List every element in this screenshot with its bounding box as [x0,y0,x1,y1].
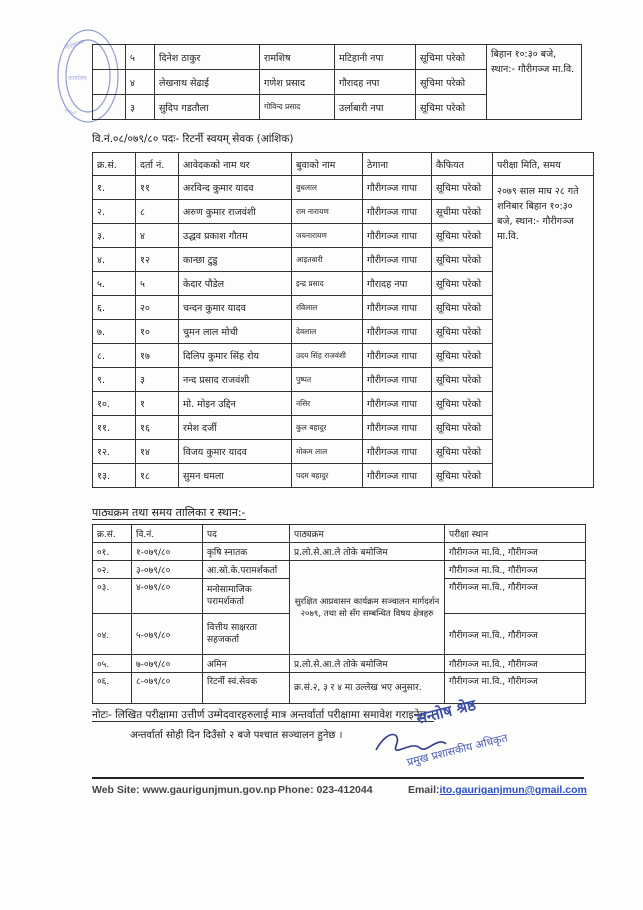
cell-roll: १४ [136,440,179,464]
cell-post: मनोसामाजिक परामर्शकर्ता [203,579,290,614]
cell-post: वित्तीय साक्षरता सहजकर्ता [203,614,290,655]
cell-address: मटिहानी नपा [335,45,416,70]
cell-course: प्र.लो.से.आ.ले तोके बमोजिम [290,543,445,561]
header-post: पद [203,525,290,543]
table-header-row [93,153,594,176]
cell-address: गौरीगञ्ज गापा [363,416,432,440]
cell-roll: १७ [136,344,179,368]
cell-roll: २० [136,296,179,320]
header-course: पाठ्यक्रम [290,525,445,543]
cell-name: अरविन्द कुमार यादव [179,176,292,200]
table-row [93,543,586,561]
cell-course: क्र.सं.२, ३ र ४ मा उल्लेख भए अनुसार. [290,673,445,704]
table-header-row [93,525,586,543]
cell-father: गणेश प्रसाद [260,70,335,95]
cell-remark: सूचिमा परेको [432,296,493,320]
table-row [93,655,586,673]
cell-father: राम नारायण [292,200,363,224]
cell-name: विजय कुमार यादव [179,440,292,464]
website-label: Web Site: [92,784,140,796]
footer-divider [92,777,584,779]
cell-address: गौरीगञ्ज गापा [363,440,432,464]
cell-father: कुल बहादुर [292,416,363,440]
cell-roll: ४ [136,224,179,248]
header-address: ठेगाना [363,153,432,176]
cell-name: सुदिप गडतौला [155,95,260,120]
cell-remark: सूचिमा परेको [432,368,493,392]
cell-remark: सूचिमा परेको [432,320,493,344]
header-roll: दर्ता नं. [136,153,179,176]
cell-father: पदम बहादुर [292,464,363,488]
cell-name: मो. मोइन उद्दिन [179,392,292,416]
cell-post: कृषि स्नातक [203,543,290,561]
header-exam: परीक्षा मिति, समय [493,153,594,176]
exam-time-cell: बिहान १०:३० बजे, स्थान:- गौरीगञ्ज मा.वि. [487,45,582,120]
cell-sn: ०१. [93,543,132,561]
cell-father: रामशिष [260,45,335,70]
cell-remark: सूचिमा परेको [432,272,493,296]
cell-place: गौरीगञ्ज मा.वि., गौरीगञ्ज [445,561,586,579]
cell-name: लेखनाथ सेढाई [155,70,260,95]
svg-text:गौरीगञ्ज: गौरीगञ्ज [64,38,86,52]
cell-sn: ३. [93,224,136,248]
cell-sn: ०४. [93,614,132,655]
cell-remark: सूचिमा परेको [432,416,493,440]
cell-address: गौरीगञ्ज गापा [363,176,432,200]
cell-address: गौरादह नपा [363,272,432,296]
cell-vn: ३-०७९/८० [132,561,203,579]
cell-father: मोकम लाल [292,440,363,464]
cell-sn: १३. [93,464,136,488]
candidate-table [92,152,594,488]
cell-place: गौरीगञ्ज मा.वि., गौरीगञ्ज [445,579,586,614]
cell-father: पुष्पत [292,368,363,392]
footer-email [408,784,587,796]
cell-place: गौरीगञ्ज मा.वि., गौरीगञ्ज [445,673,586,704]
cell-remark: सूचिमा परेको [432,248,493,272]
cell-address: गौरीगञ्ज गापा [363,200,432,224]
cell-name: कान्छा टुडु [179,248,292,272]
cell-roll: १८ [136,464,179,488]
cell-sn: ९. [93,368,136,392]
svg-text:२०५२: २०५२ [63,107,78,118]
cell-post: रिटर्नी स्वं.सेवक [203,673,290,704]
cell-sn: ५. [93,272,136,296]
cell-name: दिलिप कुमार सिंह रोय [179,344,292,368]
cell-remark: सूचीमा परेको [432,200,493,224]
cell-father: गोविन्द प्रसाद [260,95,335,120]
header-name: आवेदकको नाम थर [179,153,292,176]
cell-sn: १०. [93,392,136,416]
cell-roll: ११ [136,176,179,200]
cell-address: गौरीगञ्ज गापा [363,320,432,344]
cell-father: आइतवारी [292,248,363,272]
cell-place: गौरीगञ्ज मा.वि., गौरीगञ्ज [445,614,586,655]
cell-roll: ४ [126,70,155,95]
stamp-title: प्रमुख प्रशासकीय अधिकृत [405,731,509,769]
cell-roll: ३ [136,368,179,392]
cell-remark: सूचिमा परेको [432,176,493,200]
cell-remark: सूचिमा परेको [432,464,493,488]
email-link[interactable]: ito.gauriganjmun@gmail.com [439,784,587,796]
cell-sn: ०५. [93,655,132,673]
cell-post: आ.स्रो.के.परामर्शकर्ता [203,561,290,579]
cell-name: सुमन धमला [179,464,292,488]
cell-name: केदार पौडेल [179,272,292,296]
website-link[interactable]: www.gaurigunjmun.gov.np [142,784,277,796]
cell-address: गौरीगञ्ज गापा [363,464,432,488]
stamp-name: सन्तोष श्रेष्ठ [414,695,478,728]
cell-sn [93,95,126,120]
cell-sn: ०३. [93,579,132,614]
header-vn: वि.नं. [132,525,203,543]
cell-roll: १० [136,320,179,344]
cell-name: चन्दन कुमार यादव [179,296,292,320]
cell-vn: ५-०७९/८० [132,614,203,655]
cell-father: नसिर [292,392,363,416]
cell-sn: १. [93,176,136,200]
cell-sn: ११. [93,416,136,440]
cell-sn: ४. [93,248,136,272]
cell-course-merged: सुरक्षित आप्रवासन कार्यक्रम सञ्चालन मार्गदर्शन २०७९, तथा सो सँग सम्बन्धित विषय क्षेत्रहरु [290,561,445,655]
table-row [93,176,594,200]
cell-remark: सूचिमा परेको [432,440,493,464]
cell-sn: ७. [93,320,136,344]
cell-sn: ०२. [93,561,132,579]
table-row [93,45,582,70]
cell-roll: ५ [126,45,155,70]
cell-name: उद्धव प्रकाश गौतम [179,224,292,248]
cell-father: इन्द्र प्रसाद [292,272,363,296]
section-heading: वि.नं.०८/०७९/८० पदः- रिटर्नी स्वयम् सेवक (आंशिक) [92,133,294,145]
cell-remark: सूचिमा परेको [432,224,493,248]
cell-address: गौरीगञ्ज गापा [363,224,432,248]
cell-sn: ८. [93,344,136,368]
cell-remark: सूचिमा परेको [416,95,487,120]
phone-label: Phone: [278,784,314,796]
cell-address: गौरादह नपा [335,70,416,95]
signature-stamp [368,688,588,798]
cell-address: उर्लाबारी नपा [335,95,416,120]
cell-address: गौरीगञ्ज गापा [363,248,432,272]
cell-remark: सूचिमा परेको [416,70,487,95]
cell-name: चुमन लाल मोची [179,320,292,344]
note-line: नोटः- लिखित परीक्षामा उत्तीर्ण उम्मेदवारहरुलाई मात्र अन्तर्वार्ता परीक्षामा समावेश गराइनेछ । [92,709,435,721]
cell-remark: सूचिमा परेको [416,45,487,70]
cell-roll: ३ [126,95,155,120]
candidate-table-body [93,176,594,488]
cell-roll: ५ [136,272,179,296]
cell-address: गौरीगञ्ज गापा [363,296,432,320]
schedule-table [92,524,586,704]
cell-vn: १-०७९/८० [132,543,203,561]
cell-name: नन्द प्रसाद राजवंशी [179,368,292,392]
cell-father: जयनारायण [292,224,363,248]
footer-phone [278,784,373,796]
schedule-title [92,505,246,520]
cell-remark: सूचिमा परेको [432,392,493,416]
cell-vn: ४-०७९/८० [132,579,203,614]
cell-vn: ७-०७९/८० [132,655,203,673]
cell-vn: ८-०७९/८० [132,673,203,704]
cell-name: रमेश दर्जी [179,416,292,440]
header-sn: क्र.सं. [93,153,136,176]
cell-sn: ०६. [93,673,132,704]
schedule-title-text: पाठ्यक्रम तथा समय तालिका र स्थान:- [92,506,246,519]
cell-father: देवलाल [292,320,363,344]
cell-roll: १२ [136,248,179,272]
table-row [93,561,586,579]
cell-roll: १६ [136,416,179,440]
interview-note: अन्तर्वार्ता सोही दिन दिउँसो २ बजे पश्चात सञ्चालन हुनेछ । [130,730,343,741]
header-sn: क्र.सं. [93,525,132,543]
cell-father: रविलाल [292,296,363,320]
footer-website [92,784,276,796]
cell-name: दिनेश ठाकुर [155,45,260,70]
cell-sn: २. [93,200,136,224]
cell-sn: १२. [93,440,136,464]
cell-roll: १ [136,392,179,416]
cell-address: गौरीगञ्ज गापा [363,344,432,368]
cell-post: अमिन [203,655,290,673]
header-father: बुवाको नाम [292,153,363,176]
svg-text:कार्यालय: कार्यालय [68,75,87,82]
cell-roll: ८ [136,200,179,224]
cell-name: अरुण कुमार राजवंशी [179,200,292,224]
cell-father: उदय सिंह राजवंशी [292,344,363,368]
previous-post-table [92,44,582,120]
phone-number: 023-412044 [316,784,373,796]
cell-place: गौरीगञ्ज मा.वि., गौरीगञ्ज [445,655,586,673]
header-place: परीक्षा स्थान [445,525,586,543]
cell-course: प्र.लो.से.आ.ले तोके बमोजिम [290,655,445,673]
cell-father: बुधलाल [292,176,363,200]
cell-remark: सूचिमा परेको [432,344,493,368]
cell-place: गौरीगञ्ज मा.वि., गौरीगञ्ज [445,543,586,561]
cell-address: गौरीगञ्ज गापा [363,392,432,416]
header-remark: कैफियत [432,153,493,176]
cell-sn [93,70,126,95]
email-label: Email: [408,784,440,796]
exam-date-cell: २०७९ साल माघ २८ गते शनिबार बिहान १०:३० बजे, स्थान:- गौरीगञ्ज मा.वि. [493,176,594,488]
cell-sn: ६. [93,296,136,320]
cell-sn [93,45,126,70]
cell-address: गौरीगञ्ज गापा [363,368,432,392]
